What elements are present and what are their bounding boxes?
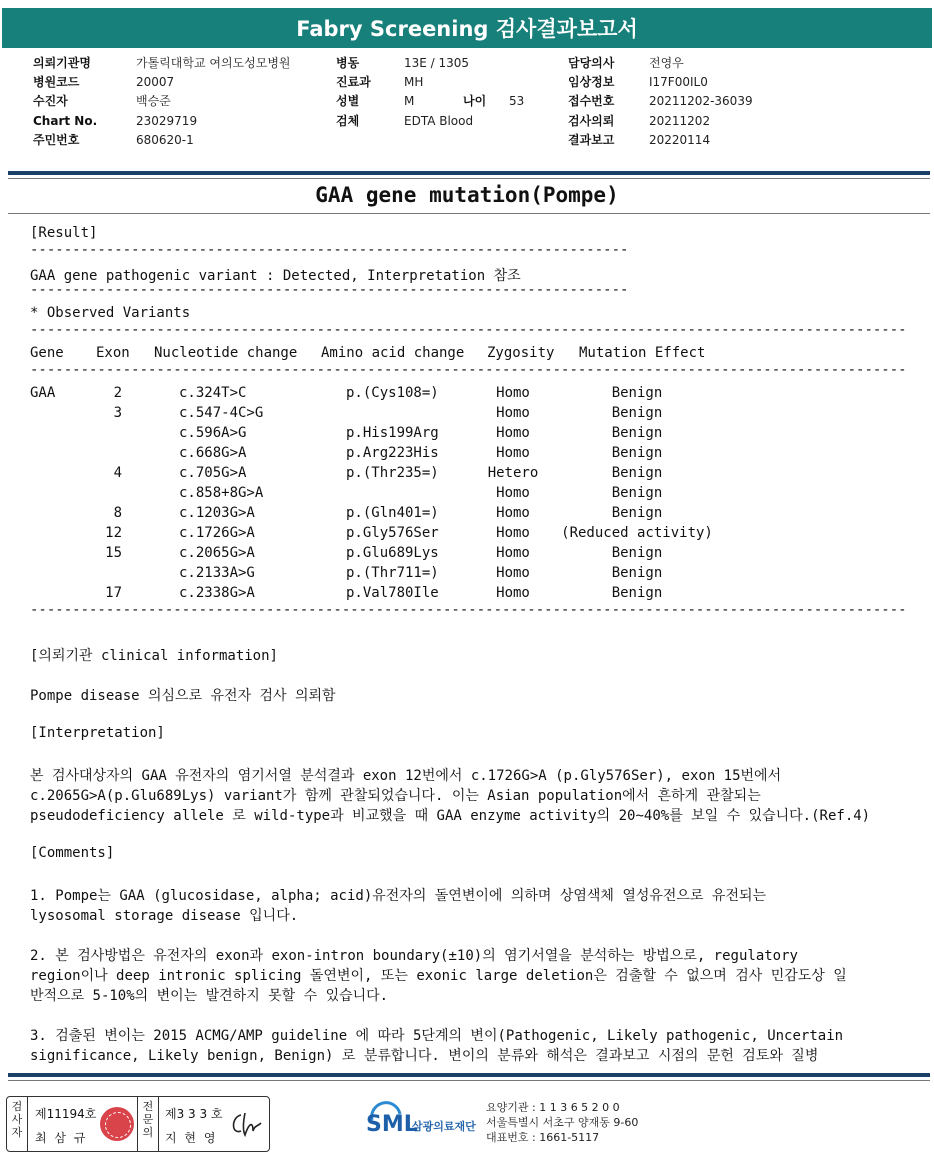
logo-subtext: 삼광의료재단 — [412, 1120, 476, 1133]
table-cell-effect: Benign — [611, 485, 663, 501]
table-cell-effect: Benign — [611, 505, 663, 521]
info-value: M — [404, 94, 415, 109]
table-cell-effect: Benign — [611, 405, 663, 421]
table-cell-zyg: Homo — [496, 565, 530, 581]
info-row — [568, 131, 753, 150]
info-label: 주민번호 — [33, 132, 80, 147]
report-title: Fabry Screening 검사결과보고서 — [296, 17, 638, 41]
table-cell-zyg: Homo — [496, 585, 530, 601]
info-value: 20211202 — [649, 113, 711, 128]
table-cell-zyg: Homo — [496, 525, 530, 541]
info-value: 20220114 — [649, 132, 711, 147]
info-value: 전영우 — [649, 56, 684, 70]
table-cell-zyg: Homo — [496, 405, 530, 421]
dash-rule: -------------------------------------------------------------------------------------------------------- — [30, 322, 907, 338]
table-cell-aa: p.Gly576Ser — [346, 525, 439, 541]
table-cell-zyg: Homo — [496, 385, 530, 401]
info-label: 병원코드 — [33, 75, 80, 90]
table-cell-exon: 8 — [113, 505, 122, 521]
table-cell-nt: c.858+8G>A — [179, 485, 264, 501]
table-header-cell: Gene — [30, 345, 64, 361]
examiner-name: 최 삼 규 — [35, 1131, 88, 1145]
info-value: EDTA Blood — [404, 113, 474, 128]
table-cell-nt: c.547-4C>G — [179, 405, 264, 421]
table-cell-zyg: Homo — [496, 445, 530, 461]
lab-info-line: 서울특별시 서초구 양재동 9-60 — [486, 1116, 639, 1129]
info-row — [33, 54, 291, 73]
table-cell-aa: p.(Thr711=) — [346, 565, 439, 581]
table-header-cell: Exon — [96, 345, 130, 361]
age-value: 53 — [509, 94, 525, 109]
info-label: 임상정보 — [568, 75, 615, 90]
table-cell-nt: c.1203G>A — [179, 505, 255, 521]
patient-info-col3 — [568, 54, 753, 150]
comments-heading: [Comments] — [30, 845, 115, 861]
footer — [2, 1092, 932, 1156]
info-label: 담당의사 — [568, 56, 615, 70]
table-cell-effect: Benign — [611, 585, 663, 601]
info-label: 수진자 — [33, 94, 68, 109]
table-cell-effect: Benign — [611, 385, 663, 401]
info-row — [336, 112, 473, 131]
table-cell-exon: 15 — [105, 545, 122, 561]
table-cell-zyg: Homo — [496, 545, 530, 561]
info-label: 성별 — [336, 94, 360, 109]
info-row — [336, 73, 473, 92]
table-cell-nt: c.668G>A — [179, 445, 247, 461]
table-cell-nt: c.596A>G — [179, 425, 247, 441]
examiner-label: 검사자 — [11, 1100, 23, 1139]
table-cell-exon: 17 — [105, 585, 122, 601]
specialist-name: 지 현 영 — [165, 1131, 218, 1145]
table-cell-exon: 12 — [105, 525, 122, 541]
table-cell-effect: (Reduced activity) — [561, 525, 713, 541]
comment-line: 반적으로 5-10%의 변이는 발견하지 못할 수 있습니다. — [30, 988, 389, 1004]
info-label: 검체 — [336, 113, 360, 128]
table-cell-aa: p.(Cys108=) — [346, 385, 439, 401]
table-cell-nt: c.705G>A — [179, 465, 247, 481]
info-row — [33, 73, 291, 92]
observed-variants-heading: * Observed Variants — [30, 305, 191, 321]
info-row — [336, 54, 473, 73]
result-heading: [Result] — [30, 225, 98, 241]
info-label: Chart No. — [33, 113, 98, 128]
divider — [8, 171, 930, 175]
table-cell-nt: c.2065G>A — [179, 545, 255, 561]
info-label: 병동 — [336, 56, 360, 70]
dash-rule: -------------------------------------------------------------------------------------------------------- — [30, 602, 907, 618]
dash-rule: ----------------------------------------------------------------------- — [30, 282, 629, 298]
divider — [8, 1073, 930, 1077]
table-cell-effect: Benign — [611, 425, 663, 441]
table-header-cell: Nucleotide change — [154, 345, 298, 361]
table-cell-aa: p.Val780Ile — [346, 585, 439, 601]
table-header-cell: Mutation Effect — [579, 345, 706, 361]
lab-info-line: 대표번호 : 1661-5117 — [486, 1131, 600, 1144]
table-cell-effect: Benign — [611, 565, 663, 581]
comment-line: region이나 deep intronic splicing 돌연변이, 또는 exonic large deletion은 검출할 수 없으며 검사 민감도상 일 — [30, 968, 847, 984]
age-field — [463, 92, 524, 111]
info-row — [33, 92, 291, 111]
info-value: 백승준 — [136, 94, 171, 109]
specialist-label: 전문의 — [142, 1100, 154, 1139]
comment-line: 3. 검출된 변이는 2015 ACMG/AMP guideline 에 따라 5단계의 변이(Pathogenic, Likely pathogenic, Uncertain — [30, 1028, 844, 1044]
info-label: 접수번호 — [568, 94, 615, 109]
interpretation-line: 본 검사대상자의 GAA 유전자의 염기서열 분석결과 exon 12번에서 c.1726G>A (p.Gly576Ser), exon 15번에서 — [30, 768, 782, 784]
table-cell-effect: Benign — [611, 545, 663, 561]
table-cell-zyg: Homo — [496, 425, 530, 441]
info-value: 23029719 — [136, 113, 198, 128]
age-label: 나이 — [463, 94, 487, 109]
table-header-cell: Amino acid change — [321, 345, 465, 361]
clinical-heading: [의뢰기관 clinical information] — [30, 648, 278, 664]
info-row — [33, 131, 291, 150]
examiner-license: 제11194호 — [35, 1107, 97, 1121]
divider — [8, 178, 930, 179]
result-summary: GAA gene pathogenic variant : Detected, Interpretation 참조 — [30, 268, 521, 284]
lab-info — [486, 1100, 638, 1145]
table-cell-nt: c.2133A>G — [179, 565, 255, 581]
clinical-text: Pompe disease 의심으로 유전자 검사 의뢰함 — [30, 688, 336, 704]
info-row — [568, 73, 753, 92]
table-cell-aa: p.(Thr235=) — [346, 465, 439, 481]
info-value: 20211202-36039 — [649, 94, 753, 109]
table-cell-exon: 2 — [113, 385, 122, 401]
table-cell-exon: 4 — [113, 465, 122, 481]
table-cell-aa: p.(Gln401=) — [346, 505, 439, 521]
dash-rule: -------------------------------------------------------------------------------------------------------- — [30, 362, 907, 378]
table-cell-aa: p.His199Arg — [346, 425, 439, 441]
table-cell-zyg: Hetero — [487, 465, 539, 481]
info-label: 검사의뢰 — [568, 113, 615, 128]
report-title-bar — [2, 8, 932, 48]
info-row — [33, 112, 291, 131]
divider — [8, 1080, 930, 1081]
patient-info-col2 — [336, 54, 473, 131]
table-cell-nt: c.1726G>A — [179, 525, 255, 541]
info-row — [568, 54, 753, 73]
dash-rule: ----------------------------------------------------------------------- — [30, 242, 629, 258]
seal-stamp-icon — [100, 1107, 134, 1141]
table-cell-nt: c.324T>C — [179, 385, 247, 401]
info-value: MH — [404, 75, 424, 90]
table-header-cell: Zygosity — [487, 345, 555, 361]
logo-text: SML — [366, 1112, 418, 1137]
signature-box — [6, 1096, 270, 1152]
info-label: 진료과 — [336, 75, 371, 90]
specialist-license: 제3 3 3 호 — [165, 1107, 223, 1121]
table-cell-aa: p.Glu689Lys — [346, 545, 439, 561]
info-label: 의뢰기관명 — [33, 56, 91, 70]
comment-line: significance, Likely benign, Benign) 로 분류합니다. 변이의 분류와 해석은 결과보고 시점의 문헌 검토와 질병 — [30, 1048, 819, 1064]
info-row — [568, 112, 753, 131]
info-row — [336, 92, 473, 111]
info-value: I17F00IL0 — [649, 75, 708, 90]
lab-info-line: 요양기관 : 1 1 3 6 5 2 0 0 — [486, 1101, 620, 1114]
info-label: 결과보고 — [568, 132, 615, 147]
table-cell-exon: 3 — [113, 405, 122, 421]
interpretation-heading: [Interpretation] — [30, 725, 165, 741]
info-value: 20007 — [136, 75, 175, 90]
table-cell-aa: p.Arg223His — [346, 445, 439, 461]
interpretation-line: pseudodeficiency allele 로 wild-type과 비교했을 때 GAA enzyme activity의 20~40%를 보일 수 있습니다.(Ref.4) — [30, 808, 871, 824]
table-cell-nt: c.2338G>A — [179, 585, 255, 601]
document-title: GAA gene mutation(Pompe) — [315, 183, 619, 207]
divider — [8, 213, 930, 214]
interpretation-line: c.2065G>A(p.Glu689Lys) variant가 함께 관찰되었습니다. 이는 Asian population에서 흔하게 관찰되는 — [30, 788, 761, 804]
info-value: 680620-1 — [136, 132, 194, 147]
patient-info-col1 — [33, 54, 291, 150]
info-value: 가톨릭대학교 여의도성모병원 — [136, 56, 291, 70]
comment-line: 1. Pompe는 GAA (glucosidase, alpha; acid)유전자의 돌연변이에 의하며 상염색체 열성유전으로 유전되는 — [30, 888, 767, 904]
comment-line: lysosomal storage disease 입니다. — [30, 908, 299, 924]
table-cell-zyg: Homo — [496, 485, 530, 501]
info-value: 13E / 1305 — [404, 56, 470, 70]
info-row — [568, 92, 753, 111]
comment-line: 2. 본 검사방법은 유전자의 exon과 exon-intron boundary(±10)의 염기서열을 분석하는 방법으로, regulatory — [30, 948, 798, 964]
table-cell-effect: Benign — [611, 445, 663, 461]
table-cell-gene: GAA — [30, 385, 56, 401]
table-cell-effect: Benign — [611, 465, 663, 481]
signature-icon — [227, 1109, 265, 1139]
table-cell-zyg: Homo — [496, 505, 530, 521]
